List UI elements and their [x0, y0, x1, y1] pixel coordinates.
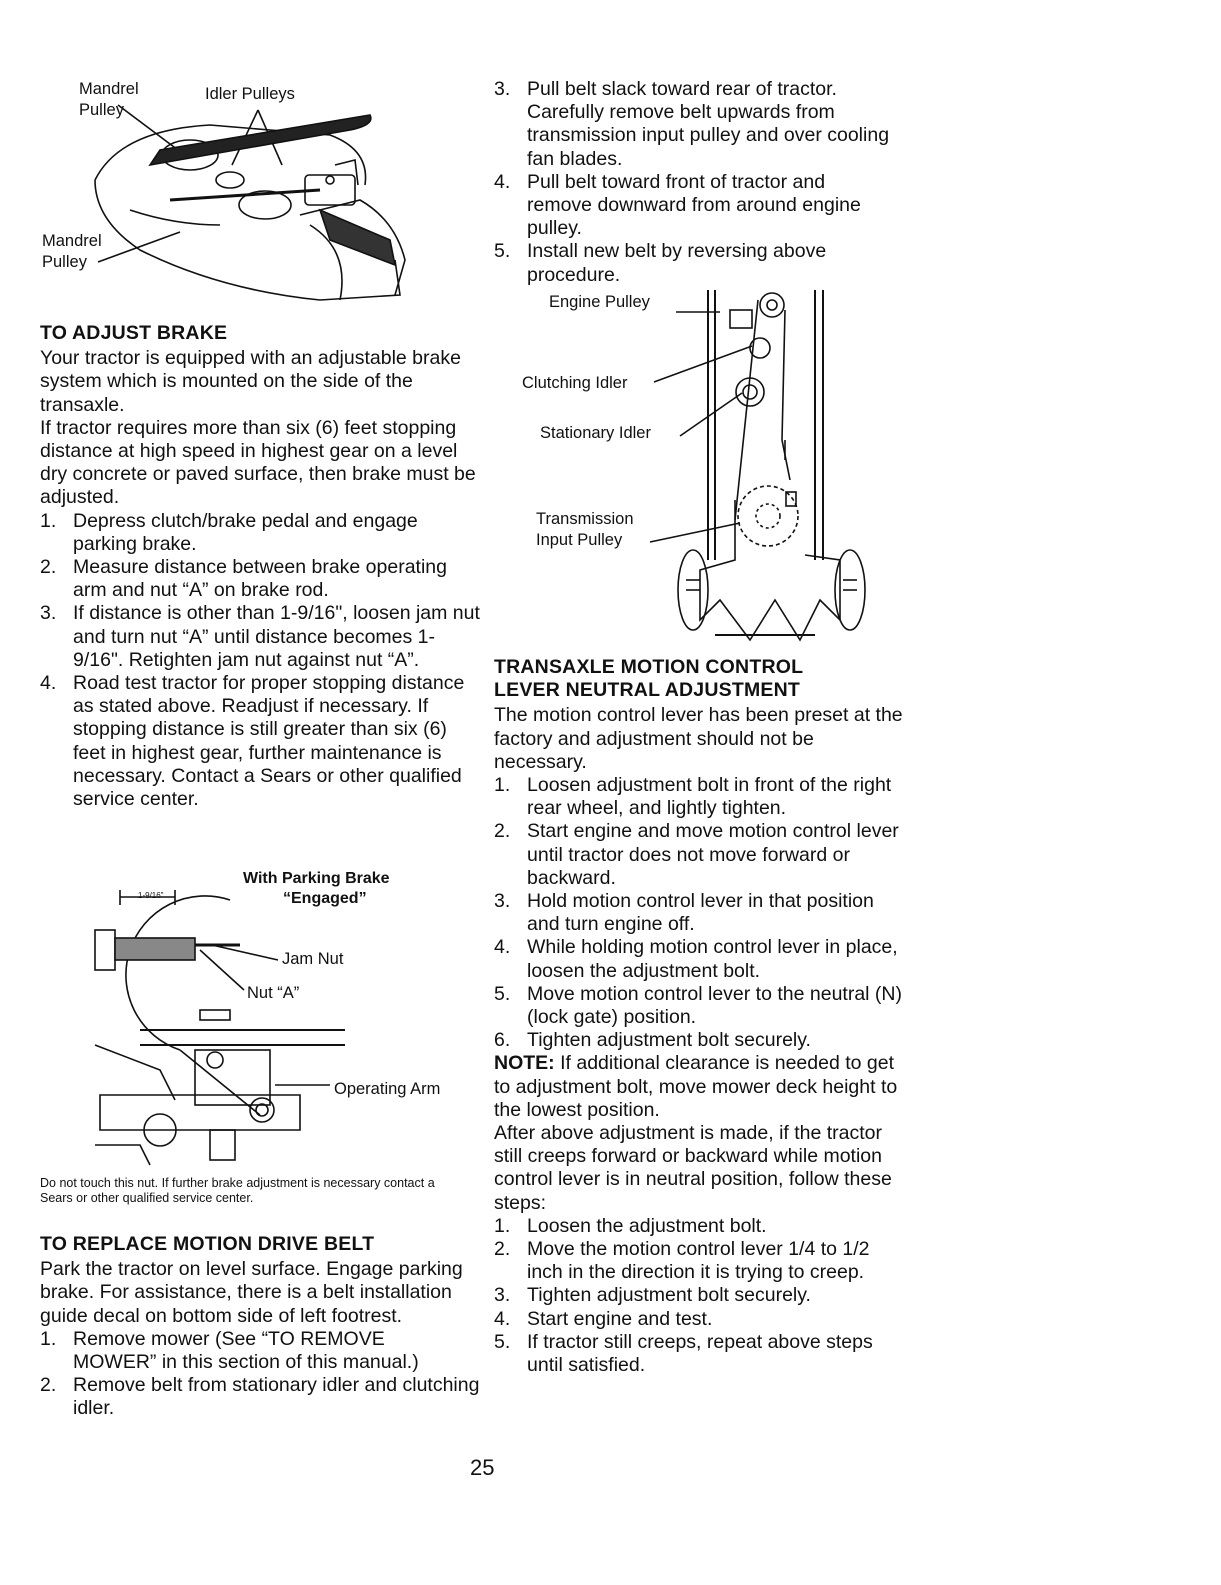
step-text: Loosen adjustment bolt in front of the right rear wheel, and lightly tighten.: [527, 774, 892, 820]
label-nut-a: Nut “A”: [247, 984, 300, 1002]
step-number: 2.: [40, 556, 57, 579]
step-number: 1.: [40, 1327, 57, 1350]
step-text: If distance is other than 1-9/16", loosen jam nut and turn nut “A” until distance becomes 1-9/16". Retighten jam nut against nut “A”.: [73, 602, 480, 671]
step-text: Move the motion control lever 1/4 to 1/2 inch in the direction it is trying to creep.: [527, 1238, 870, 1284]
page-number: 25: [470, 1455, 495, 1480]
step-number: 4.: [494, 170, 511, 193]
list-item: [494, 936, 909, 982]
list-item: [40, 1374, 480, 1420]
label-clutching-idler: Clutching Idler: [522, 374, 628, 392]
step-number: 2.: [494, 1238, 511, 1261]
step-number: 1.: [40, 509, 57, 532]
list-item: [494, 1331, 902, 1377]
step-number: 1.: [494, 1214, 511, 1237]
belt-drawing: [0, 0, 880, 650]
step-number: 5.: [494, 240, 511, 263]
list-item: [494, 1238, 899, 1284]
list-item: [494, 1215, 899, 1238]
list-item: [40, 1328, 463, 1374]
list-item: [494, 774, 909, 820]
step-text: Start engine and move motion control lever until tractor does not move forward or backward.: [527, 820, 899, 889]
list-item: [494, 1284, 899, 1307]
step-text: Remove mower (See “TO REMOVE MOWER” in this section of this manual.): [73, 1327, 419, 1374]
label-pulley-bottom: Pulley: [42, 253, 87, 271]
step-text: Loosen the adjustment bolt.: [527, 1214, 767, 1237]
brake-title-2: “Engaged”: [283, 890, 367, 907]
step-number: 4.: [40, 672, 57, 695]
step-number: 4.: [494, 936, 511, 959]
dimension-label: 1-9/16": [138, 891, 164, 900]
step-number: 5.: [494, 982, 511, 1005]
step-text: While holding motion control lever in place, loosen the adjustment bolt.: [527, 936, 898, 982]
step-text: Remove belt from stationary idler and clutching idler.: [73, 1374, 480, 1420]
label-transmission: Transmission: [536, 510, 634, 528]
step-text: Move motion control lever to the neutral (N) (lock gate) position.: [527, 982, 902, 1029]
list-item: [494, 983, 909, 1029]
label-engine-pulley: Engine Pulley: [549, 293, 650, 311]
replace-belt-steps-1: [40, 1328, 480, 1421]
step-number: 5.: [494, 1330, 511, 1353]
label-stationary-idler: Stationary Idler: [540, 424, 651, 442]
brake-note: Do not touch this nut. If further brake adjustment is necessary contact a Sears or other qualified service center.: [40, 1176, 435, 1205]
transaxle-heading-1: TRANSAXLE MOTION CONTROL: [494, 656, 804, 678]
step-text: Pull belt slack toward rear of tractor. Carefully remove belt upwards from transmission input pulley and over cooling fan blades.: [527, 78, 890, 170]
note-label: NOTE:: [494, 1052, 555, 1075]
adjust-brake-heading: TO ADJUST BRAKE: [40, 322, 228, 344]
step-text: Road test tractor for proper stopping distance as stated above. Readjust if necessary. If stopping distance is still greater than six (6) feet in highest gear, further maintenance is necessary. Contact a Sears or other qualified service center.: [73, 672, 465, 811]
label-mandrel-bottom: Mandrel: [42, 232, 102, 250]
list-item: [494, 890, 909, 936]
replace-belt-heading: TO REPLACE MOTION DRIVE BELT: [40, 1233, 375, 1255]
step-number: 2.: [494, 820, 511, 843]
replace-belt-section: [40, 1233, 480, 1421]
label-pulley-top: Pulley: [79, 101, 124, 119]
label-jam-nut: Jam Nut: [282, 950, 344, 968]
transaxle-steps: [494, 774, 909, 1052]
step-text: Pull belt toward front of tractor and remove downward from around engine pulley.: [527, 170, 861, 240]
label-operating-arm: Operating Arm: [334, 1080, 441, 1098]
label-idler-pulleys: Idler Pulleys: [205, 85, 295, 103]
label-input-pulley: Input Pulley: [536, 531, 623, 549]
step-number: 3.: [40, 602, 57, 625]
label-mandrel-top: Mandrel: [79, 80, 139, 98]
adjust-brake-intro-1: Your tractor is equipped with an adjustable brake system which is mounted on the side of the transaxle.: [40, 347, 461, 416]
step-text: If tractor still creeps, repeat above steps until satisfied.: [527, 1330, 873, 1377]
note-text: If additional clearance is needed to get to adjustment bolt, move mower deck height to the lowest position.: [494, 1052, 898, 1121]
step-text: Start engine and test.: [527, 1307, 713, 1330]
transaxle-section: [494, 656, 909, 1377]
transaxle-steps-2: [494, 1215, 899, 1377]
list-item: [494, 820, 909, 890]
step-number: 4.: [494, 1307, 511, 1330]
list-item: [494, 1308, 899, 1331]
step-text: Install new belt by reversing above procedure.: [527, 240, 827, 286]
step-text: Tighten adjustment bolt securely.: [527, 1029, 811, 1052]
replace-belt-intro: Park the tractor on level surface. Engage parking brake. For assistance, there is a belt installation guide decal on bottom side of left footrest.: [40, 1258, 463, 1327]
step-number: 6.: [494, 1029, 511, 1052]
step-number: 3.: [494, 1284, 511, 1307]
step-number: 2.: [40, 1374, 57, 1397]
adjust-brake-intro-2: If tractor requires more than six (6) feet stopping distance at high speed in highest gear on a level dry concrete or paved surface, then brake must be adjusted.: [40, 416, 476, 509]
step-text: Measure distance between brake operating arm and nut “A” on brake rod.: [73, 556, 447, 602]
transaxle-after: After above adjustment is made, if the tractor still creeps forward or backward while motion control lever is in neutral position, follow these steps:: [494, 1122, 892, 1214]
step-text: Tighten adjustment bolt securely.: [527, 1284, 811, 1307]
step-number: 3.: [494, 890, 511, 913]
step-number: 3.: [494, 78, 511, 100]
step-text: Depress clutch/brake pedal and engage parking brake.: [73, 509, 418, 555]
transaxle-note: [494, 1052, 909, 1122]
step-text: Hold motion control lever in that position and turn engine off.: [527, 890, 874, 936]
transaxle-heading-2: LEVER NEUTRAL ADJUSTMENT: [494, 679, 800, 702]
transaxle-intro: The motion control lever has been preset at the factory and adjustment should not be necessary.: [494, 704, 903, 773]
list-item: [494, 1029, 909, 1052]
step-number: 1.: [494, 774, 511, 797]
brake-title-1: With Parking Brake: [243, 870, 390, 887]
